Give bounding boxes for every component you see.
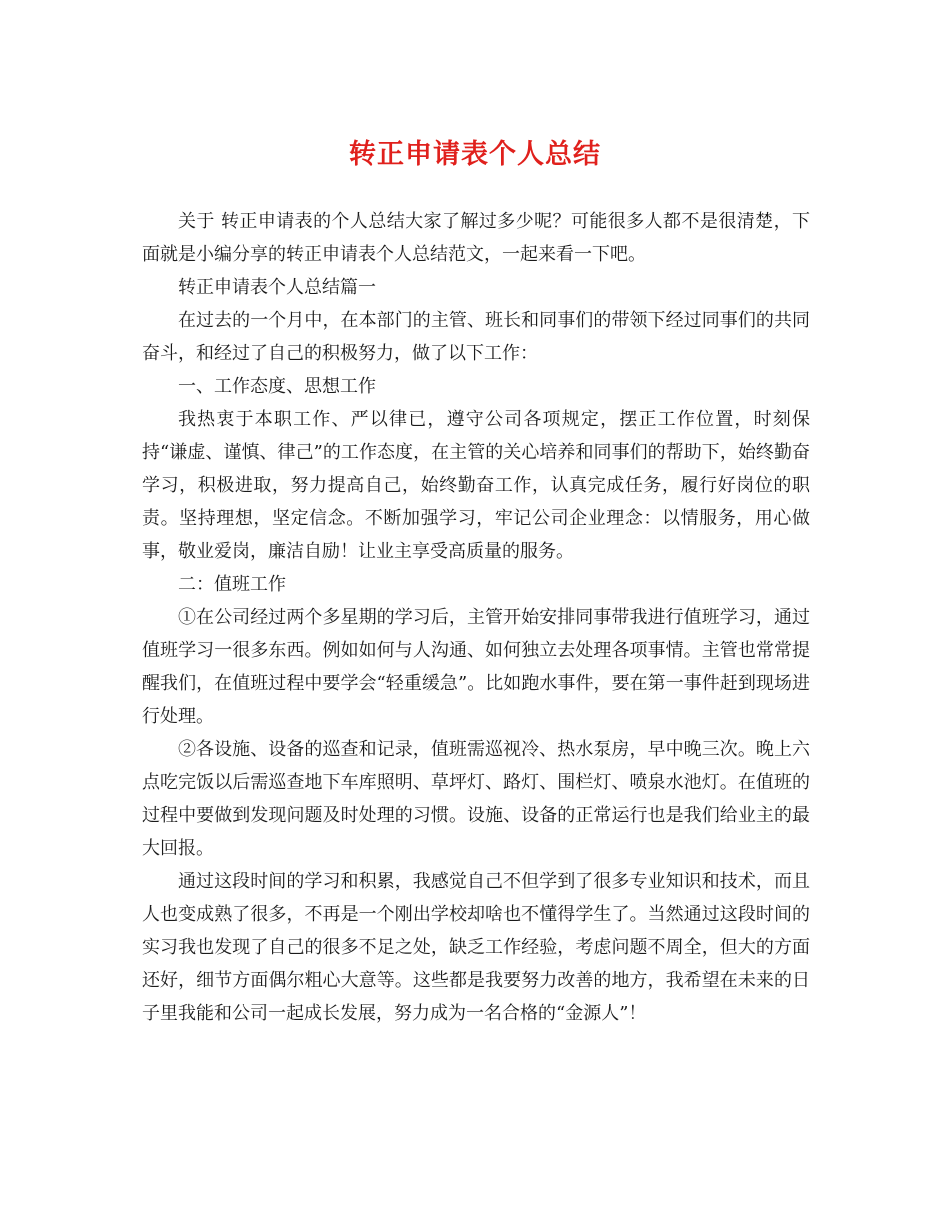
opening-paragraph: 在过去的一个月中，在本部门的主管、班长和同事们的带领下经过同事们的共同奋斗，和经过了自己的积极努力，做了以下工作：	[142, 310, 810, 364]
section-heading-duty: 二：值班工作	[178, 574, 286, 595]
document-body	[142, 205, 810, 1030]
section-heading-part-one: 转正申请表个人总结篇一	[178, 277, 376, 298]
document-title: 转正申请表个人总结	[349, 139, 601, 170]
conclusion-paragraph: 通过这段时间的学习和积累，我感觉自己不但学到了很多专业知识和技术，而且人也变成熟了很多，不再是一个刚出学校却啥也不懂得学生了。当然通过这段时间的实习我也发现了自己的很多不足之处，缺乏工作经验，考虑问题不周全，但大的方面还好，细节方面偶尔粗心大意等。这些都是我要努力改善的地方，我希望在未来的日子里我能和公司一起成长发展，努力成为一名合格的“金源人”！	[142, 871, 810, 1024]
duty-paragraph-two: ②各设施、设备的巡查和记录，值班需巡视冷、热水泵房，早中晚三次。晚上六点吃完饭以后需巡查地下车库照明、草坪灯、路灯、围栏灯、喷泉水池灯。在值班的过程中要做到发现问题及时处理的习惯。设施、设备的正常运行也是我们给业主的最大回报。	[142, 739, 810, 859]
duty-paragraph-one: ①在公司经过两个多星期的学习后，主管开始安排同事带我进行值班学习，通过值班学习一很多东西。例如如何与人沟通、如何独立去处理各项事情。主管也常常提醒我们，在值班过程中要学会“轻重缓急”。比如跑水事件，要在第一事件赶到现场进行处理。	[142, 607, 810, 727]
attitude-paragraph: 我热衷于本职工作、严以律已，遵守公司各项规定，摆正工作位置，时刻保持“谦虚、谨慎、律己”的工作态度，在主管的关心培养和同事们的帮助下，始终勤奋学习，积极进取，努力提高自己，始终勤奋工作，认真完成任务，履行好岗位的职责。坚持理想，坚定信念。不断加强学习，牢记公司企业理念：以情服务，用心做事，敬业爱岗，廉洁自励！让业主享受高质量的服务。	[142, 409, 810, 562]
section-heading-attitude: 一、工作态度、思想工作	[178, 376, 376, 397]
intro-paragraph: 关于 转正申请表的个人总结大家了解过多少呢？可能很多人都不是很清楚，下面就是小编分享的转正申请表个人总结范文，一起来看一下吧。	[142, 211, 810, 265]
